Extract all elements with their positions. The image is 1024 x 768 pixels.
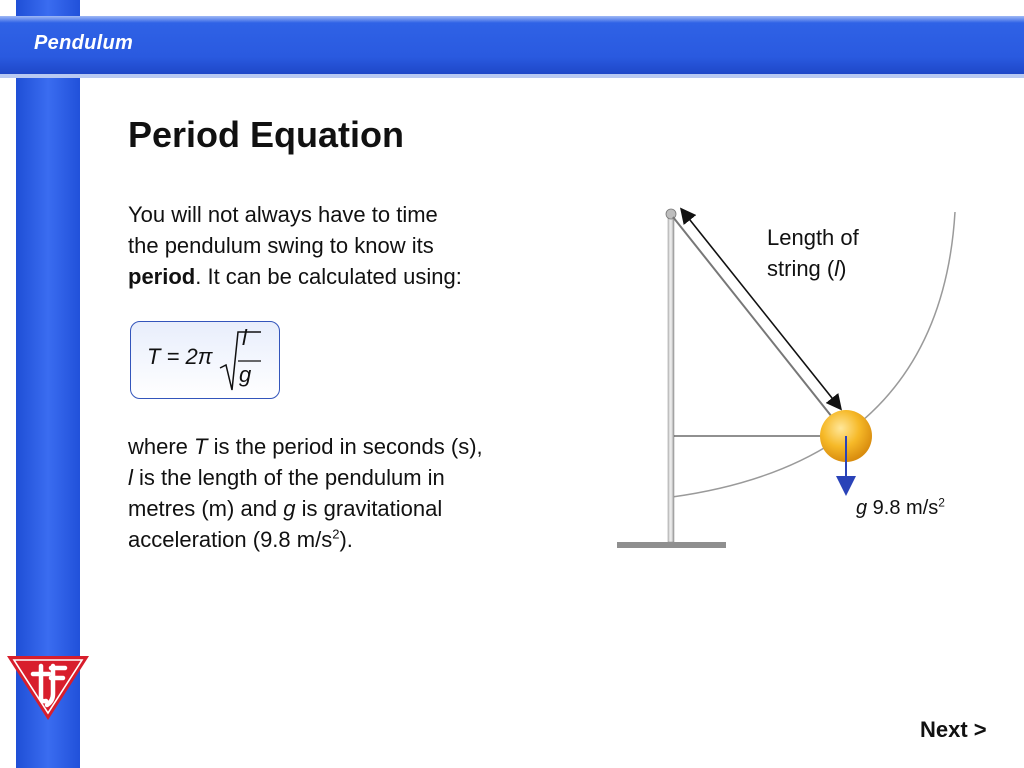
expl-text: acceleration (9.8 m/s: [128, 527, 333, 552]
length-variable: l: [834, 256, 840, 281]
next-button[interactable]: Next >: [920, 717, 987, 742]
equation-lhs: T = 2π: [147, 344, 213, 369]
var-g: g: [283, 496, 296, 521]
length-label-line-1: Length of: [767, 225, 859, 250]
string-length-label: [767, 222, 907, 284]
var-l: l: [128, 465, 133, 490]
period-equation-box: [130, 321, 280, 399]
exponent: 2: [332, 526, 340, 542]
title-bar: [0, 16, 1024, 74]
variable-explanation: [128, 431, 568, 555]
gravity-label: [856, 497, 945, 520]
var-T: T: [194, 434, 208, 459]
pendulum-stand: [617, 209, 726, 548]
intro-line-3: . It can be calculated using:: [195, 264, 462, 289]
expl-text: ).: [339, 527, 353, 552]
gravity-value: 9.8 m/s: [867, 497, 939, 519]
expl-text: is the length of the pendulum in: [132, 465, 445, 490]
length-label-suffix: ): [839, 256, 847, 281]
expl-text: is gravitational: [295, 496, 443, 521]
intro-paragraph: [128, 199, 548, 292]
expl-text: metres (m) and: [128, 496, 284, 521]
period-term: period: [128, 264, 196, 289]
sidebar-band: [16, 0, 80, 768]
gravity-variable: g: [856, 497, 868, 519]
gravity-exponent: 2: [938, 495, 945, 510]
equation-numerator: l: [242, 325, 247, 350]
equation-denominator: g: [239, 362, 252, 387]
length-label-prefix: string (: [767, 256, 835, 281]
intro-line-2: the pendulum swing to know its: [128, 233, 434, 258]
intro-line-1: You will not always have to time: [128, 202, 438, 227]
expl-text: is the period in seconds (s),: [207, 434, 483, 459]
title-bar-divider: [0, 74, 1024, 78]
expl-text: where: [128, 434, 195, 459]
logo-icon: [5, 654, 91, 722]
header-title: Pendulum: [34, 32, 134, 54]
slide-heading: Period Equation: [128, 114, 405, 155]
